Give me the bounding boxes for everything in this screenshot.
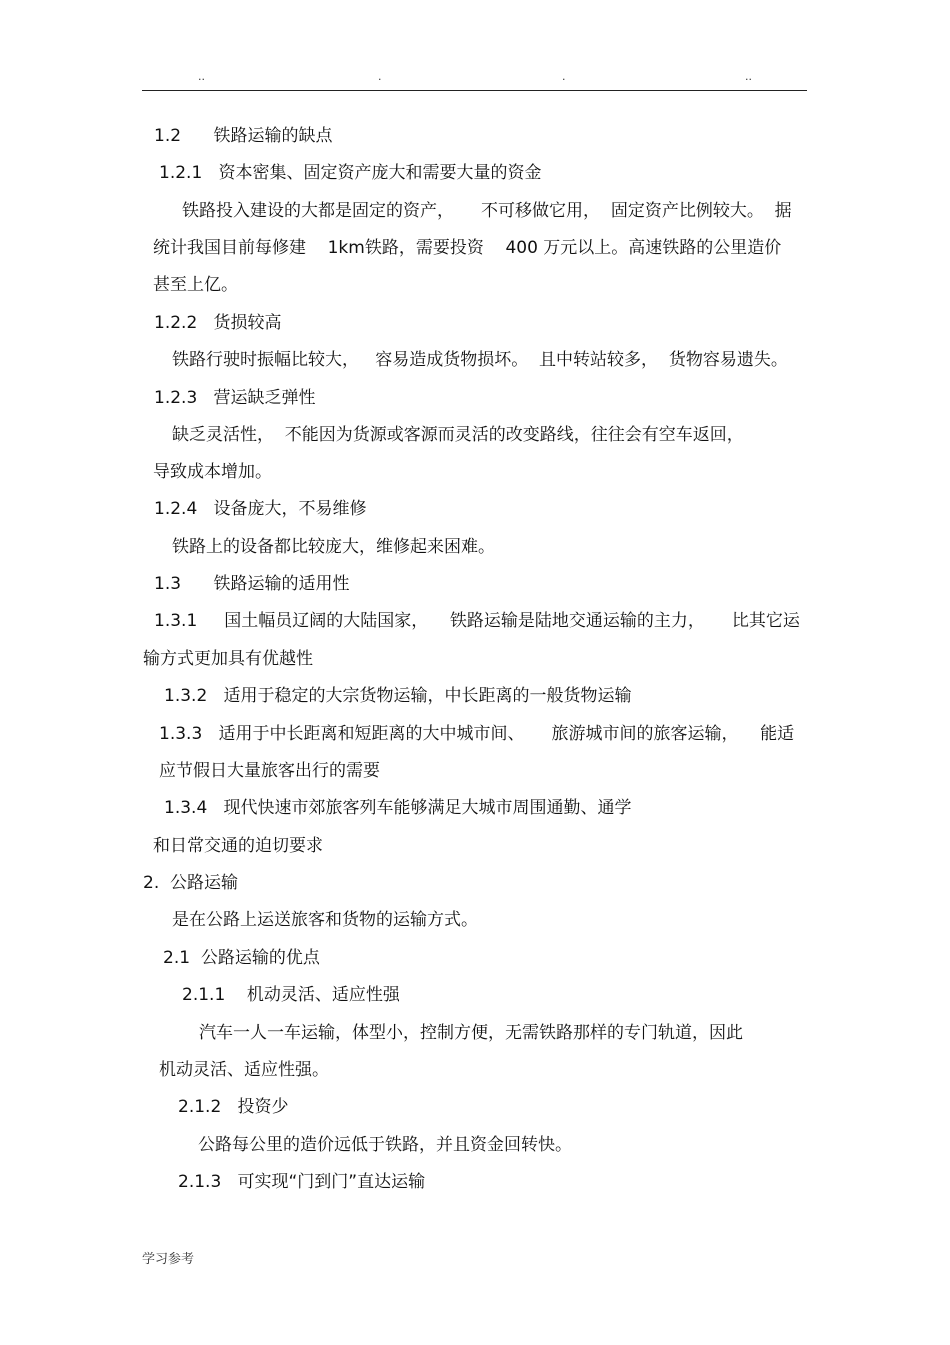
header-rule — [142, 90, 807, 91]
subsection-heading: 1.2.4 设备庞大，不易维修 — [154, 499, 367, 519]
subsection-heading: 1.2.1 资本密集、固定资产庞大和需要大量的资金 — [159, 163, 542, 183]
subsection-heading: 2.1.1 机动灵活、适应性强 — [182, 985, 400, 1005]
page-footer: 学习参考 — [142, 1252, 195, 1267]
paragraph-line: 汽车一人一车运输，体型小，控制方便，无需铁路那样的专门轨道，因此 — [199, 1023, 743, 1043]
subsection-heading: 1.2.3 营运缺乏弹性 — [154, 388, 316, 408]
subsection-heading: 2.1.3 可实现“门到门”直达运输 — [178, 1172, 426, 1192]
subsection-heading: 1.3.4 现代快速市郊旅客列车能够满足大城市周围通勤、通学 — [164, 798, 632, 818]
header-mark: . — [562, 70, 566, 83]
header-mark: .. — [745, 70, 752, 83]
header-mark: . — [378, 70, 382, 83]
paragraph-line: 输方式更加具有优越性 — [143, 649, 313, 669]
paragraph-line: 铁路投入建设的大都是固定的资产， 不可移做它用， 固定资产比例较大。 据 — [182, 201, 792, 221]
paragraph-line: 机动灵活、适应性强。 — [159, 1060, 329, 1080]
paragraph-line: 是在公路上运送旅客和货物的运输方式。 — [172, 910, 478, 930]
paragraph-line: 公路每公里的造价远低于铁路，并且资金回转快。 — [198, 1135, 572, 1155]
paragraph-line: 甚至上亿。 — [153, 275, 238, 295]
paragraph-line: 铁路行驶时振幅比较大， 容易造成货物损坏。 且中转站较多， 货物容易遗失。 — [172, 350, 788, 370]
paragraph-line: 铁路上的设备都比较庞大，维修起来困难。 — [172, 537, 495, 557]
section-heading: 1.2 铁路运输的缺点 — [154, 126, 333, 146]
paragraph-line: 应节假日大量旅客出行的需要 — [159, 761, 380, 781]
paragraph-line: 缺乏灵活性， 不能因为货源或客源而灵活的改变路线，往往会有空车返回， — [172, 425, 744, 445]
paragraph-line: 和日常交通的迫切要求 — [153, 836, 323, 856]
subsection-heading: 1.3.1 国土幅员辽阔的大陆国家， 铁路运输是陆地交通运输的主力， 比其它运 — [154, 611, 800, 631]
header-mark: .. — [198, 70, 205, 83]
section-heading: 2. 公路运输 — [143, 873, 239, 893]
section-heading: 1.3 铁路运输的适用性 — [154, 574, 350, 594]
subsection-heading: 1.3.2 适用于稳定的大宗货物运输，中长距离的一般货物运输 — [164, 686, 632, 706]
subsection-heading: 1.2.2 货损较高 — [154, 313, 282, 333]
subsection-heading: 2.1.2 投资少 — [178, 1097, 289, 1117]
paragraph-line: 导致成本增加。 — [153, 462, 272, 482]
subsection-heading: 1.3.3 适用于中长距离和短距离的大中城市间、 旅游城市间的旅客运输， 能适 — [159, 724, 795, 744]
section-heading: 2.1 公路运输的优点 — [163, 948, 320, 968]
paragraph-line: 统计我国目前每修建 1km铁路，需要投资 400 万元以上。高速铁路的公里造价 — [153, 238, 782, 258]
